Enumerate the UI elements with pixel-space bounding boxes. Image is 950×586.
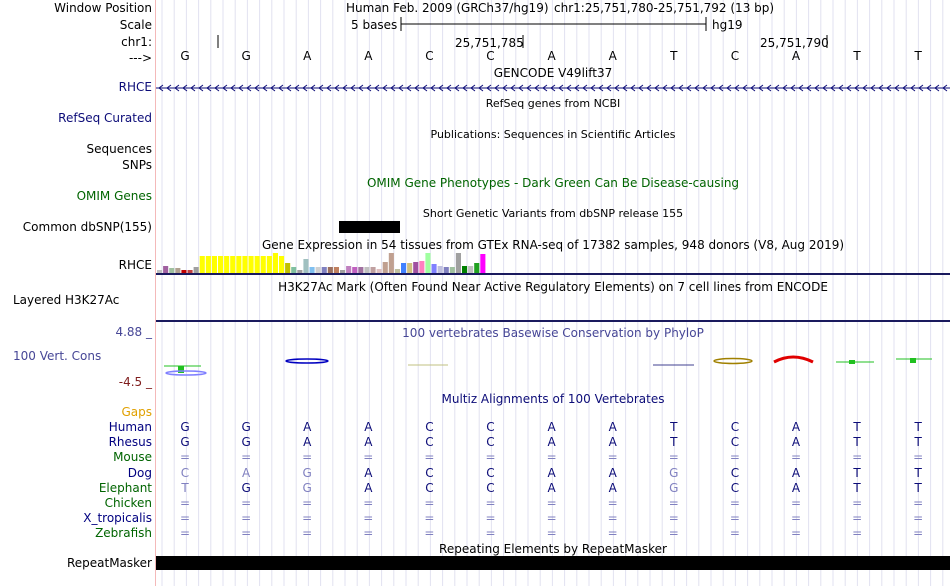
alignment-base: =: [363, 511, 374, 526]
base-letter: C: [730, 49, 740, 63]
scale-db: hg19: [712, 18, 743, 32]
alignment-base: =: [729, 496, 740, 510]
alignment-base: =: [485, 450, 496, 465]
alignment-base: =: [546, 526, 557, 541]
alignment-base: A: [791, 480, 801, 495]
alignment-base: =: [913, 450, 924, 465]
position-text: chr1:25,751,780-25,751,792 (13 bp): [554, 1, 775, 15]
scale-label: Scale: [119, 18, 152, 32]
alignment-base: A: [547, 480, 556, 495]
coord-label-2: 25,751,790: [760, 36, 829, 50]
alignment-base: =: [668, 526, 679, 541]
alignment-base: =: [302, 496, 313, 510]
alignment-base: T: [914, 420, 922, 434]
assembly-text: Human Feb. 2009 (GRCh37/hg19): [346, 1, 549, 15]
base-letter: G: [180, 49, 190, 63]
scale-text: 5 bases: [351, 18, 398, 32]
alignment-base: =: [241, 526, 252, 541]
alignment-base: G: [302, 480, 312, 495]
base-letter: T: [853, 49, 861, 63]
publications-track-title: Publications: Sequences in Scientific Articles: [430, 128, 676, 141]
alignment-base: T: [670, 435, 678, 450]
alignment-base: =: [302, 511, 313, 526]
dbsnp-track-title: Short Genetic Variants from dbSNP release 155: [422, 207, 684, 220]
alignment-base: =: [852, 450, 863, 465]
phylop-max-label: 4.88 _: [115, 325, 152, 339]
alignment-base: A: [547, 420, 556, 434]
track-label-column: [0, 0, 154, 586]
species-label: Elephant: [98, 480, 152, 495]
alignment-base: A: [547, 435, 556, 450]
alignment-base: =: [729, 526, 740, 541]
alignment-base: T: [670, 420, 678, 434]
alignment-base: A: [364, 465, 373, 480]
publications-track-label-2[interactable]: SNPs: [122, 158, 152, 172]
alignment-base: T: [853, 480, 861, 495]
alignment-base: C: [730, 435, 740, 450]
species-label: Dog: [127, 465, 152, 480]
alignment-base: =: [363, 526, 374, 541]
alignment-base: A: [608, 480, 617, 495]
refseq-track-title: RefSeq genes from NCBI: [485, 97, 621, 110]
strand-label: --->: [128, 51, 152, 65]
alignment-base: =: [485, 511, 496, 526]
phylop-track-title: 100 vertebrates Basewise Conservation by PhyloP: [402, 326, 704, 340]
h3k27ac-track-title: H3K27Ac Mark (Often Found Near Active Regulatory Elements) on 7 cell lines from ENCODE: [278, 280, 828, 294]
alignment-base: =: [179, 450, 191, 465]
alignment-base: C: [425, 465, 434, 480]
gtex-track-label[interactable]: RHCE: [118, 258, 152, 272]
multiz-track-title: Multiz Alignments of 100 Vertebrates: [441, 392, 665, 406]
alignment-base: G: [669, 480, 679, 495]
alignment-base: =: [546, 496, 557, 510]
base-letter: A: [608, 49, 617, 63]
alignment-base: C: [730, 420, 740, 434]
alignment-base: =: [913, 526, 924, 541]
alignment-base: =: [424, 526, 435, 541]
alignment-base: =: [607, 511, 618, 526]
alignment-base: =: [852, 511, 863, 526]
coord-label-1: 25,751,785: [455, 36, 524, 50]
alignment-base: =: [790, 511, 802, 526]
alignment-base: C: [486, 435, 495, 450]
base-letter: T: [670, 49, 678, 63]
alignment-base: T: [853, 420, 861, 434]
alignment-base: T: [853, 465, 861, 480]
alignment-base: A: [303, 420, 312, 434]
species-label: X_tropicalis: [83, 511, 152, 526]
species-label: Zebrafish: [95, 526, 152, 541]
h3k27ac-track-label[interactable]: Layered H3K27Ac: [13, 293, 120, 307]
repeatmasker-track-label[interactable]: RepeatMasker: [66, 556, 152, 570]
base-letter: T: [914, 49, 922, 63]
alignment-base: =: [607, 526, 618, 541]
alignment-base: =: [241, 450, 252, 465]
species-label: Mouse: [113, 450, 152, 465]
species-label: Human: [108, 420, 152, 434]
alignment-base: =: [729, 450, 740, 465]
alignment-base: C: [486, 480, 495, 495]
alignment-base: =: [913, 511, 924, 526]
alignment-base: G: [241, 420, 251, 434]
species-label: Rhesus: [108, 435, 152, 450]
alignment-base: A: [608, 420, 617, 434]
base-letter: A: [303, 49, 312, 63]
alignment-base: =: [179, 511, 191, 526]
alignment-base: C: [425, 435, 434, 450]
omim-track-label[interactable]: OMIM Genes: [76, 189, 152, 203]
alignment-base: A: [241, 465, 251, 480]
alignment-base: =: [852, 526, 863, 541]
phylop-min-label: -4.5 _: [118, 375, 152, 389]
alignment-base: C: [425, 420, 434, 434]
base-letter: C: [425, 49, 434, 63]
alignment-base: =: [424, 511, 435, 526]
alignment-base: =: [668, 496, 679, 510]
alignment-base: =: [607, 496, 618, 510]
alignment-base: =: [302, 526, 313, 541]
alignment-base: =: [363, 496, 374, 510]
alignment-base: C: [486, 420, 495, 434]
alignment-base: T: [914, 465, 922, 480]
dbsnp-track-label[interactable]: Common dbSNP(155): [22, 220, 152, 234]
phylop-plot[interactable]: [156, 0, 950, 400]
alignment-base: =: [546, 450, 557, 465]
alignment-base: =: [179, 496, 191, 510]
base-letter: A: [547, 49, 556, 63]
window-position-label: Window Position: [54, 1, 152, 15]
alignment-base: =: [424, 450, 435, 465]
gaps-label: Gaps: [121, 405, 152, 419]
alignment-base: T: [914, 480, 922, 495]
alignment-base: =: [302, 450, 313, 465]
omim-track-title: OMIM Gene Phenotypes - Dark Green Can Be Disease-causing: [366, 176, 740, 190]
alignment-base: C: [486, 465, 495, 480]
alignment-base: G: [302, 465, 312, 480]
alignment-base: T: [914, 435, 922, 450]
alignment-base: =: [485, 496, 496, 510]
alignment-base: A: [791, 465, 801, 480]
alignment-base: G: [669, 465, 679, 480]
alignment-base: G: [241, 480, 251, 495]
alignment-base: =: [363, 450, 374, 465]
gencode-track-title: GENCODE V49lift37: [493, 66, 613, 80]
alignment-base: A: [547, 465, 556, 480]
species-label: Chicken: [104, 496, 152, 510]
alignment-base: C: [180, 465, 190, 480]
alignment-base: =: [179, 526, 191, 541]
alignment-base: C: [730, 465, 740, 480]
alignment-base: =: [607, 450, 618, 465]
phylop-track-label[interactable]: 100 Vert. Cons: [13, 349, 102, 363]
alignment-base: C: [730, 480, 740, 495]
alignment-base: G: [241, 435, 251, 450]
alignment-base: =: [852, 496, 863, 510]
alignment-base: =: [913, 496, 924, 510]
alignment-base: =: [485, 526, 496, 541]
track-image[interactable]: [156, 0, 950, 586]
base-letter: G: [241, 49, 251, 63]
alignment-base: =: [729, 511, 740, 526]
alignment-base: A: [791, 435, 801, 450]
alignment-base: =: [790, 526, 802, 541]
repeatmasker-element[interactable]: [156, 556, 950, 570]
alignment-base: A: [364, 420, 373, 434]
alignment-base: A: [364, 435, 373, 450]
base-letter: A: [791, 49, 801, 63]
alignment-base: T: [181, 480, 189, 495]
base-letter: A: [364, 49, 373, 63]
gtex-track-title: Gene Expression in 54 tissues from GTEx RNA-seq of 17382 samples, 948 donors (V8, Aug 2019): [261, 238, 845, 252]
publications-track-label-1[interactable]: Sequences: [86, 142, 152, 156]
alignment-base: =: [790, 496, 802, 510]
alignment-base: =: [424, 496, 435, 510]
alignment-base: A: [608, 465, 617, 480]
alignment-base: =: [241, 511, 252, 526]
repeatmasker-track-title: Repeating Elements by RepeatMasker: [439, 542, 667, 556]
alignment-base: A: [608, 435, 617, 450]
alignment-base: =: [668, 511, 679, 526]
alignment-base: =: [546, 511, 557, 526]
alignment-base: A: [364, 480, 373, 495]
refseq-track-label[interactable]: RefSeq Curated: [58, 111, 152, 125]
gencode-track-label[interactable]: RHCE: [118, 80, 152, 94]
alignment-base: G: [180, 435, 190, 450]
alignment-base: A: [303, 435, 312, 450]
alignment-base: C: [425, 480, 434, 495]
alignment-base: =: [790, 450, 802, 465]
alignment-base: =: [668, 450, 679, 465]
alignment-base: =: [241, 496, 252, 510]
alignment-base: G: [180, 420, 190, 434]
base-letter: C: [486, 49, 495, 63]
alignment-base: A: [791, 420, 801, 434]
alignment-base: T: [853, 435, 861, 450]
chrom-label: chr1:: [121, 35, 152, 49]
